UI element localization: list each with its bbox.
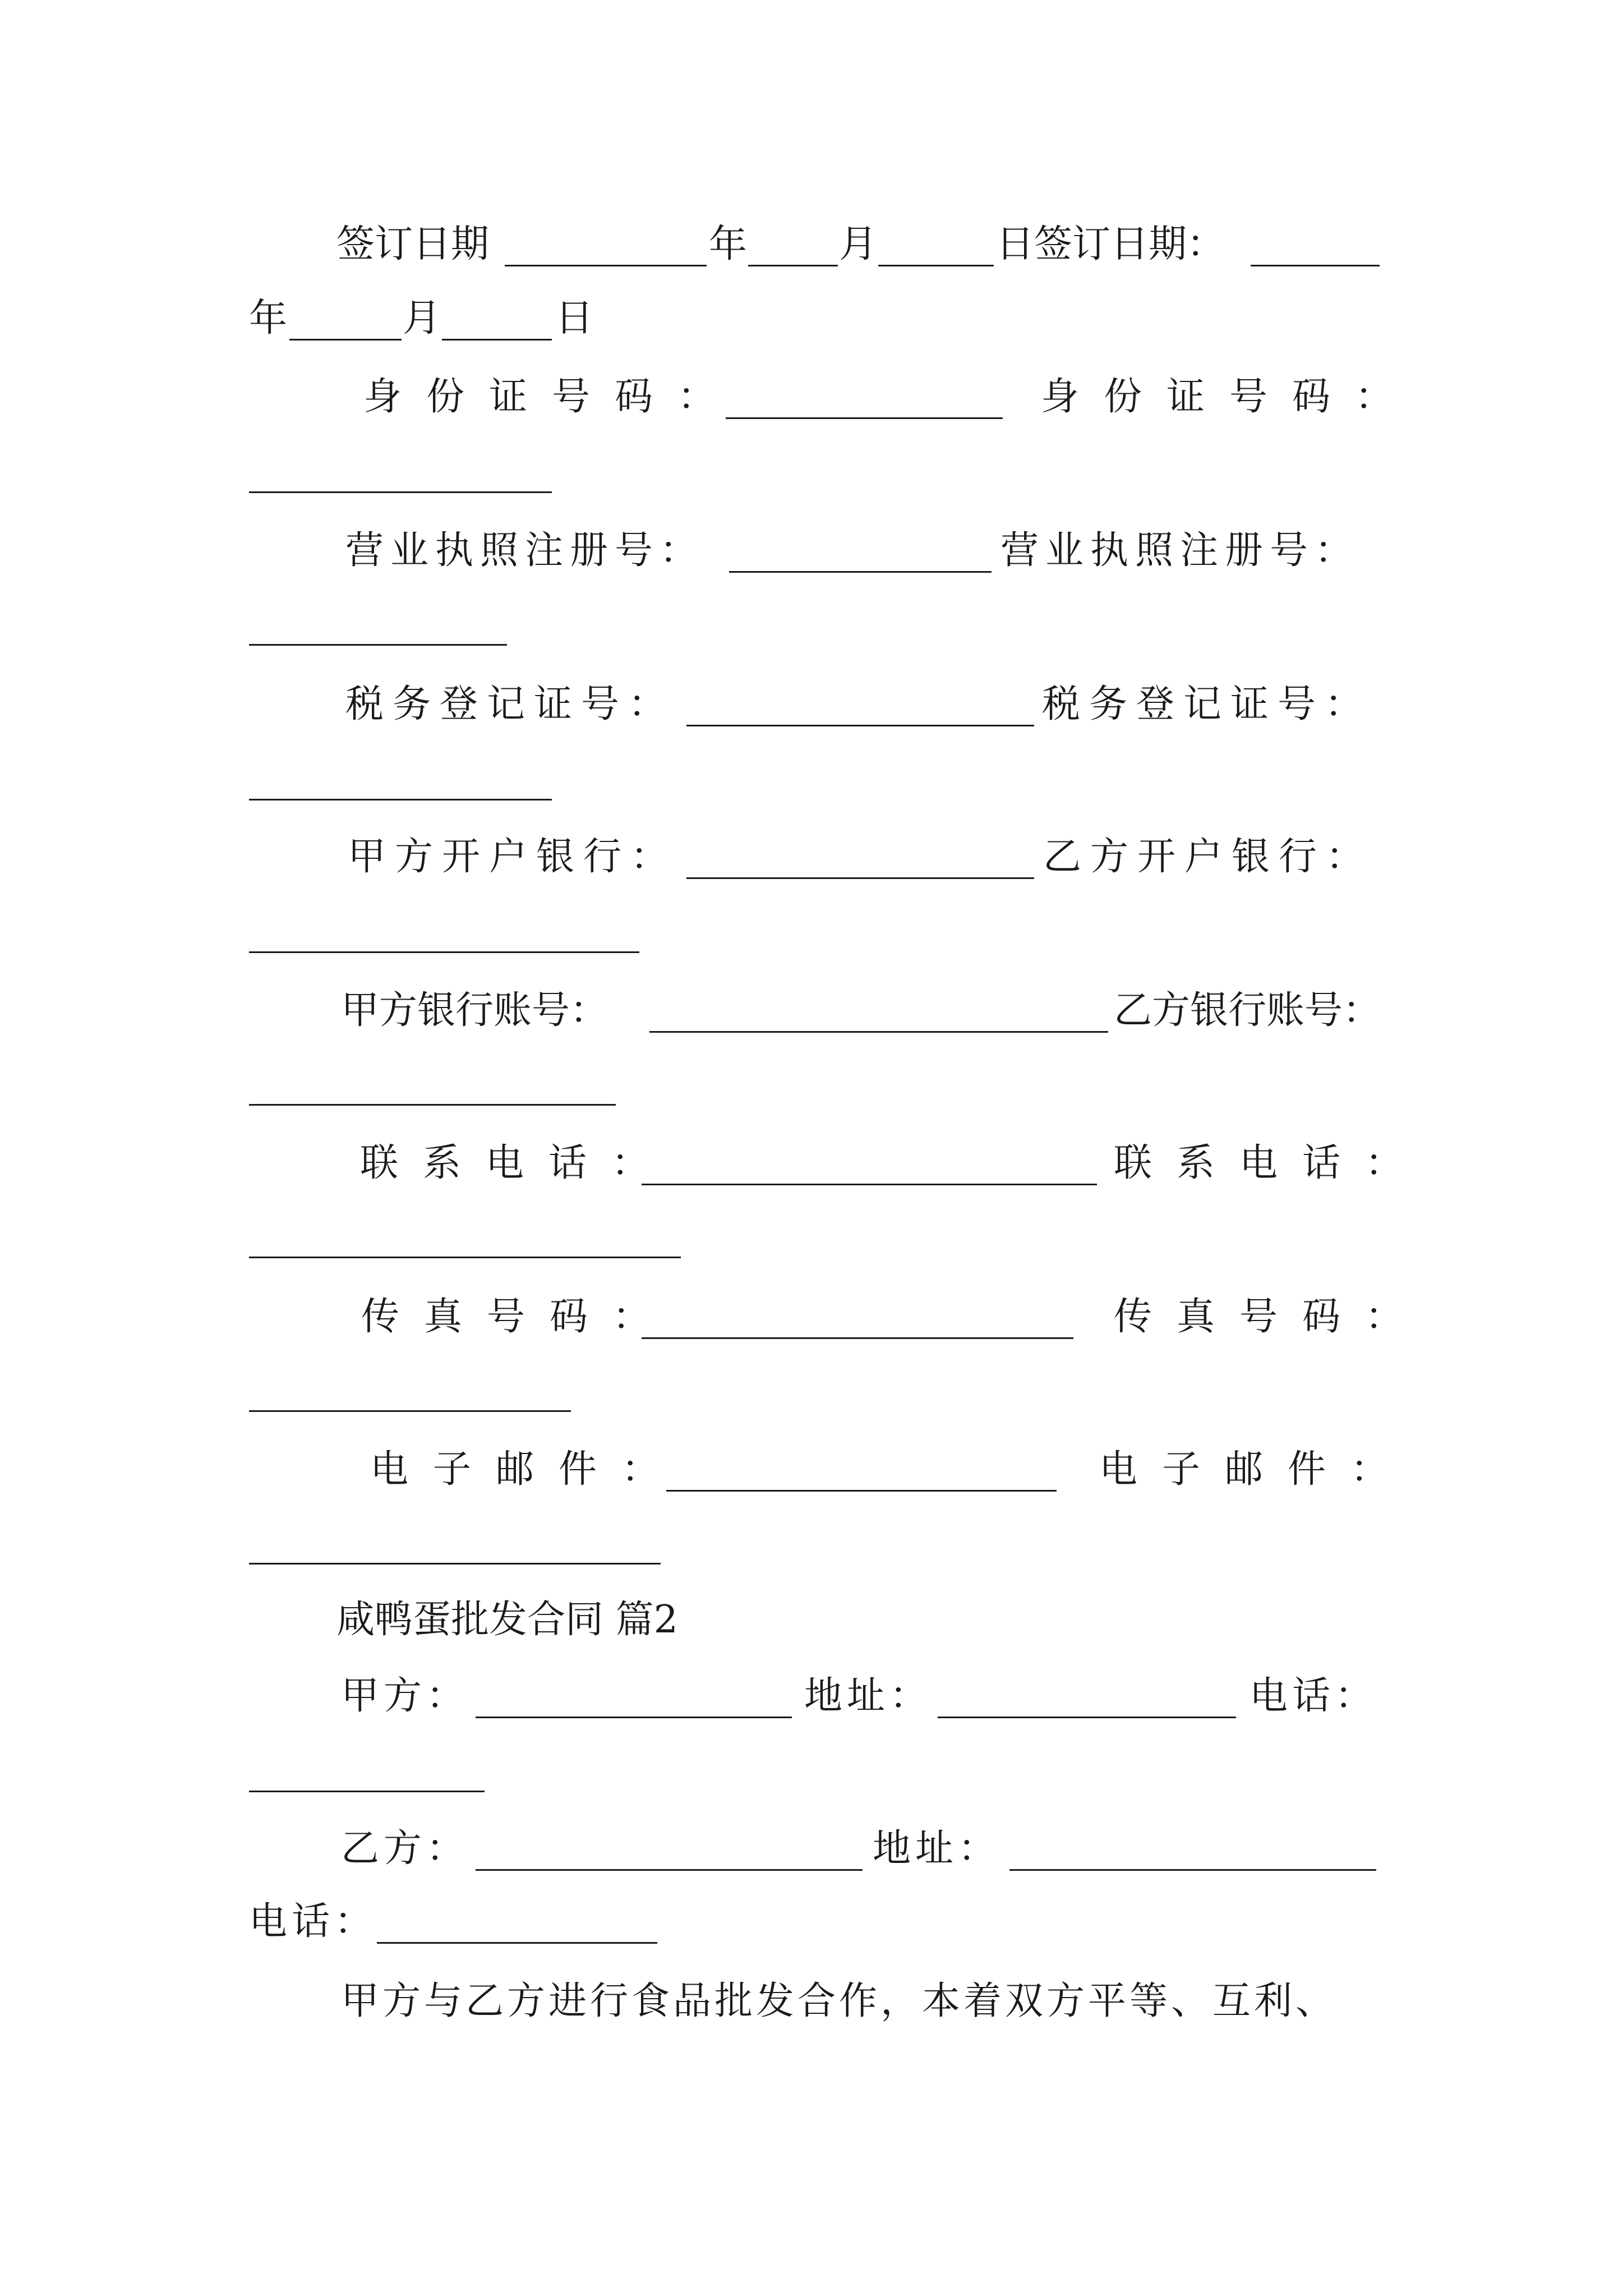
month-blank-b[interactable]: [289, 339, 402, 341]
signing-date-label-b: 日签订日期：: [996, 222, 1225, 266]
address-b-label: 地址：: [873, 1826, 1001, 1871]
id-number-label-b: 身份证号码：: [1041, 375, 1418, 419]
license-label-a: 营业执照注册号：: [345, 528, 705, 573]
fax-blank-b[interactable]: [249, 1410, 571, 1412]
phone-blank-b[interactable]: [249, 1257, 681, 1258]
year-blank-a[interactable]: [505, 265, 707, 266]
phone-blank-a[interactable]: [642, 1184, 1097, 1185]
year-label-b: 年: [249, 296, 288, 341]
account-label-b: 乙方银行账号：: [1114, 988, 1381, 1033]
fax-label-b: 传真号码：: [1114, 1295, 1428, 1339]
day-blank-a[interactable]: [878, 265, 994, 266]
bank-label-a: 甲方开户银行：: [348, 835, 678, 879]
bank-blank-b[interactable]: [249, 951, 639, 953]
bank-label-b: 乙方开户银行：: [1043, 835, 1373, 879]
month-label-b: 月: [403, 296, 441, 341]
phone-b-label: 电话：: [249, 1899, 377, 1944]
license-blank-a[interactable]: [729, 571, 992, 573]
fax-blank-a[interactable]: [642, 1337, 1073, 1339]
address-a-label: 地址：: [804, 1674, 933, 1718]
id-number-blank-a[interactable]: [726, 417, 1003, 419]
signing-date-label-a: 签订日期: [336, 222, 490, 266]
party-a-label: 甲方：: [341, 1674, 469, 1718]
phone-label-b: 联系电话：: [1114, 1141, 1428, 1185]
license-label-b: 营业执照注册号：: [1000, 528, 1360, 573]
phone-label-a: 联系电话：: [360, 1141, 675, 1185]
month-label-a: 月: [839, 222, 878, 266]
party-b-blank[interactable]: [476, 1869, 863, 1871]
fax-label-a: 传真号码：: [361, 1295, 676, 1339]
email-blank-a[interactable]: [666, 1490, 1057, 1492]
party-b-label: 乙方：: [341, 1826, 469, 1871]
email-label-a: 电子邮件：: [370, 1447, 685, 1492]
email-label-b: 电子邮件：: [1099, 1447, 1414, 1492]
bank-blank-a[interactable]: [686, 877, 1034, 879]
party-a-blank[interactable]: [476, 1717, 792, 1718]
section-2-title: 咸鸭蛋批发合同 篇2: [336, 1598, 678, 1642]
day-blank-b[interactable]: [442, 339, 552, 341]
year-label-a: 年: [709, 222, 748, 266]
day-label-b: 日: [555, 296, 594, 341]
tax-blank-b[interactable]: [249, 799, 552, 800]
account-blank-a[interactable]: [649, 1031, 1108, 1033]
intro-text: 甲方与乙方进行食品批发合作，本着双方平等、互利、: [341, 1979, 1338, 2023]
tax-label-b: 税务登记证号：: [1042, 682, 1372, 726]
year-blank-b[interactable]: [1251, 265, 1380, 266]
id-number-label-a: 身份证号码：: [363, 375, 741, 419]
month-blank-a[interactable]: [748, 265, 838, 266]
address-a-blank[interactable]: [938, 1717, 1236, 1718]
phone-a-blank[interactable]: [249, 1791, 485, 1792]
license-blank-b[interactable]: [249, 644, 507, 646]
tax-blank-a[interactable]: [686, 725, 1034, 726]
id-number-blank-b[interactable]: [249, 491, 552, 493]
phone-a-label: 电话：: [1249, 1674, 1378, 1718]
email-blank-b[interactable]: [249, 1563, 661, 1565]
address-b-blank[interactable]: [1009, 1869, 1376, 1871]
tax-label-a: 税务登记证号：: [345, 682, 676, 726]
account-label-a: 甲方银行账号：: [341, 988, 608, 1033]
account-blank-b[interactable]: [249, 1104, 616, 1106]
phone-b-blank[interactable]: [377, 1942, 657, 1944]
